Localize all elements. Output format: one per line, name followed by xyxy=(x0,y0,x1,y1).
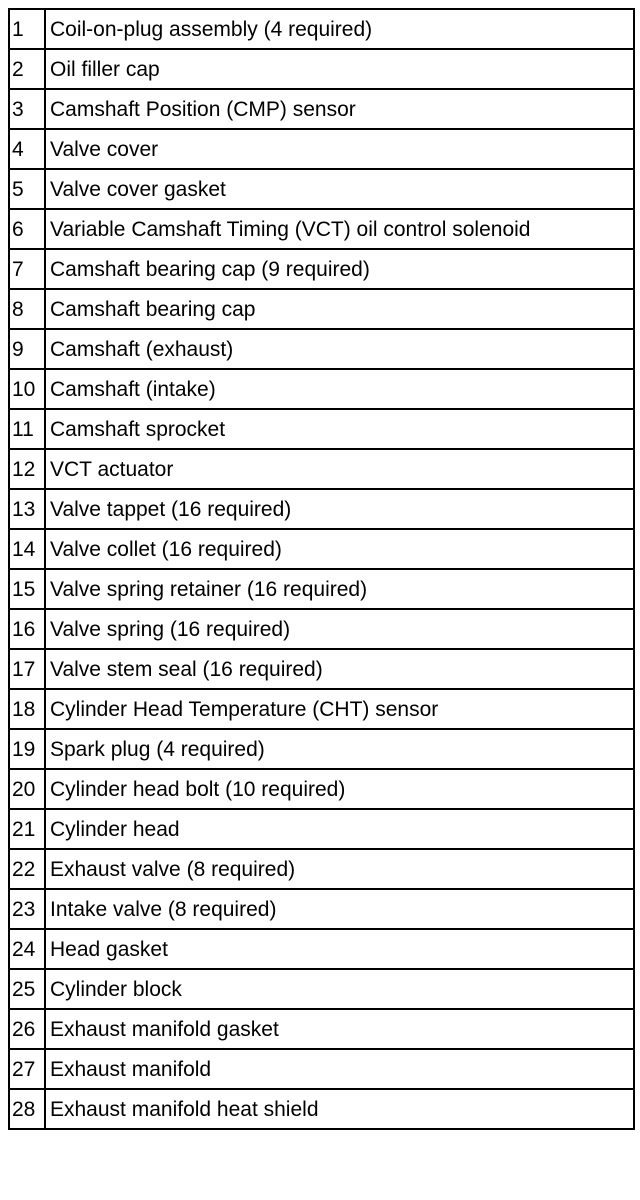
part-number-cell: 5 xyxy=(9,169,45,209)
part-number-cell: 21 xyxy=(9,809,45,849)
part-description-cell: Valve cover xyxy=(45,129,634,169)
part-description-cell: Exhaust manifold gasket xyxy=(45,1009,634,1049)
table-row xyxy=(9,409,634,449)
part-number-cell: 19 xyxy=(9,729,45,769)
table-row xyxy=(9,89,634,129)
part-number-cell: 16 xyxy=(9,609,45,649)
table-row xyxy=(9,1009,634,1049)
part-description-cell: Valve tappet (16 required) xyxy=(45,489,634,529)
part-number-cell: 22 xyxy=(9,849,45,889)
part-number-cell: 17 xyxy=(9,649,45,689)
part-description-cell: Valve spring retainer (16 required) xyxy=(45,569,634,609)
table-row xyxy=(9,969,634,1009)
part-number-cell: 25 xyxy=(9,969,45,1009)
part-description-cell: Camshaft sprocket xyxy=(45,409,634,449)
part-description-cell: Variable Camshaft Timing (VCT) oil control solenoid xyxy=(45,209,634,249)
table-row xyxy=(9,529,634,569)
part-number-cell: 6 xyxy=(9,209,45,249)
part-number-cell: 28 xyxy=(9,1089,45,1129)
part-description-cell: Camshaft (intake) xyxy=(45,369,634,409)
part-number-cell: 20 xyxy=(9,769,45,809)
part-number-cell: 13 xyxy=(9,489,45,529)
part-number-cell: 24 xyxy=(9,929,45,969)
part-description-cell: Cylinder block xyxy=(45,969,634,1009)
part-number-cell: 7 xyxy=(9,249,45,289)
part-description-cell: Valve spring (16 required) xyxy=(45,609,634,649)
part-number-cell: 15 xyxy=(9,569,45,609)
table-row xyxy=(9,169,634,209)
table-row xyxy=(9,369,634,409)
part-description-cell: Oil filler cap xyxy=(45,49,634,89)
part-description-cell: Intake valve (8 required) xyxy=(45,889,634,929)
part-number-cell: 2 xyxy=(9,49,45,89)
table-row xyxy=(9,289,634,329)
table-row xyxy=(9,9,634,49)
part-number-cell: 23 xyxy=(9,889,45,929)
part-description-cell: Camshaft (exhaust) xyxy=(45,329,634,369)
part-description-cell: VCT actuator xyxy=(45,449,634,489)
part-description-cell: Exhaust valve (8 required) xyxy=(45,849,634,889)
table-row xyxy=(9,209,634,249)
part-description-cell: Camshaft Position (CMP) sensor xyxy=(45,89,634,129)
table-row xyxy=(9,1089,634,1129)
table-row xyxy=(9,929,634,969)
part-number-cell: 26 xyxy=(9,1009,45,1049)
table-row xyxy=(9,329,634,369)
table-row xyxy=(9,729,634,769)
part-description-cell: Exhaust manifold heat shield xyxy=(45,1089,634,1129)
table-row xyxy=(9,1049,634,1089)
part-number-cell: 3 xyxy=(9,89,45,129)
part-number-cell: 1 xyxy=(9,9,45,49)
table-row xyxy=(9,489,634,529)
part-number-cell: 12 xyxy=(9,449,45,489)
part-number-cell: 4 xyxy=(9,129,45,169)
part-number-cell: 10 xyxy=(9,369,45,409)
part-description-cell: Cylinder Head Temperature (CHT) sensor xyxy=(45,689,634,729)
table-row xyxy=(9,649,634,689)
part-description-cell: Valve cover gasket xyxy=(45,169,634,209)
table-row xyxy=(9,849,634,889)
part-description-cell: Cylinder head bolt (10 required) xyxy=(45,769,634,809)
part-description-cell: Valve collet (16 required) xyxy=(45,529,634,569)
table-row xyxy=(9,449,634,489)
table-row xyxy=(9,609,634,649)
part-description-cell: Head gasket xyxy=(45,929,634,969)
part-description-cell: Coil-on-plug assembly (4 required) xyxy=(45,9,634,49)
part-number-cell: 27 xyxy=(9,1049,45,1089)
part-description-cell: Cylinder head xyxy=(45,809,634,849)
part-description-cell: Valve stem seal (16 required) xyxy=(45,649,634,689)
part-description-cell: Exhaust manifold xyxy=(45,1049,634,1089)
part-number-cell: 14 xyxy=(9,529,45,569)
part-number-cell: 11 xyxy=(9,409,45,449)
part-number-cell: 8 xyxy=(9,289,45,329)
part-number-cell: 9 xyxy=(9,329,45,369)
table-row xyxy=(9,889,634,929)
table-row xyxy=(9,129,634,169)
table-row xyxy=(9,809,634,849)
part-description-cell: Camshaft bearing cap (9 required) xyxy=(45,249,634,289)
table-row xyxy=(9,249,634,289)
table-row xyxy=(9,49,634,89)
part-description-cell: Spark plug (4 required) xyxy=(45,729,634,769)
table-row xyxy=(9,689,634,729)
part-description-cell: Camshaft bearing cap xyxy=(45,289,634,329)
table-row xyxy=(9,569,634,609)
part-number-cell: 18 xyxy=(9,689,45,729)
table-row xyxy=(9,769,634,809)
parts-table-body xyxy=(9,9,634,1129)
parts-table xyxy=(8,8,635,1130)
